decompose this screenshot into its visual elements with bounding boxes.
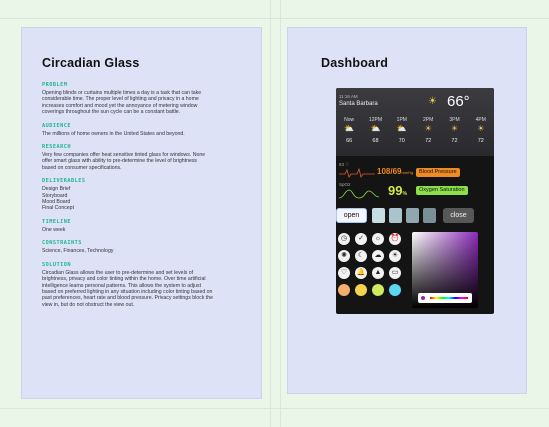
hue-slider[interactable] (418, 293, 472, 303)
section-line: based on consumer specifications. (42, 164, 122, 171)
color-swatch-3[interactable] (372, 284, 384, 296)
section-body-deliverables (42, 186, 241, 212)
phone-mockup (336, 88, 494, 314)
section-line: Circadian Glass allows the user to pre-determine and set levels of (42, 269, 194, 276)
section-heading-problem: PROBLEM (42, 82, 68, 88)
moon-icon[interactable]: ☾ (355, 250, 367, 262)
shade-level-2[interactable] (389, 208, 402, 223)
section-line: Mood Board (42, 199, 71, 206)
section-heading-constraints: CONSTRAINTS (42, 240, 82, 247)
section-line: Storyboard (42, 192, 68, 199)
dashboard-title: Dashboard (321, 56, 389, 70)
section-heading-deliverables: DELIVERABLES (42, 178, 86, 185)
section-line: brightness, privacy and color tinting within the home. Over time artificial (42, 276, 206, 283)
weather-hour-temp: 68 (372, 138, 379, 144)
selected-color-dot (421, 296, 425, 300)
section-line: intelligence learns personal patterns. This allows the system to adjust (42, 282, 202, 289)
weather-hour-temp: 72 (425, 138, 432, 144)
brief-sections (42, 82, 241, 308)
color-swatch-1[interactable] (338, 284, 350, 296)
sun-icon: ☀ (450, 124, 459, 133)
section-heading-research: RESEARCH (42, 144, 71, 151)
cloud-icon[interactable]: ☁ (372, 250, 384, 262)
section-line: offer smart glass with ability to pre-determine the level of brightness (42, 158, 198, 165)
weather-hour: 2PM (423, 117, 434, 123)
color-swatch-2[interactable] (355, 284, 367, 296)
weather-time: 11:16 AM (339, 94, 358, 99)
color-swatch-4[interactable] (389, 284, 401, 296)
weather-city: Santa Barbara (339, 101, 378, 107)
partly-cloudy-icon: ⛅ (344, 124, 355, 133)
weather-hours (336, 117, 494, 123)
section-line: considerable time. The proper level of lighting and privacy in a home (42, 96, 199, 103)
shade-level-4[interactable] (423, 208, 436, 223)
weather-hour-temp: 72 (451, 138, 458, 144)
oxygen-value: 99% (388, 183, 407, 198)
weather-hour: 3PM (449, 117, 460, 123)
weather-hour-temps (336, 138, 494, 144)
shade-level-3[interactable] (406, 208, 419, 223)
sun-outline-icon[interactable]: ☀ (389, 250, 401, 262)
weather-hour: Now (344, 117, 355, 123)
partly-cloudy-icon: ⛅ (396, 124, 407, 133)
weather-hour-temp: 66 (346, 138, 353, 144)
brightness-icon[interactable]: ✺ (338, 250, 350, 262)
icon-grid (336, 231, 408, 311)
section-heading-audience: AUDIENCE (42, 122, 71, 129)
section-heading-solution: SOLUTION (42, 261, 71, 268)
section-line: Science, Finances, Technology (42, 248, 114, 255)
weather-widget (336, 88, 494, 156)
section-line: Opening blinds or curtains multiple times a day is a task that can take (42, 90, 202, 96)
spo2-label: SpO2 (339, 182, 351, 187)
close-button[interactable]: close (443, 208, 474, 223)
sun-icon: ☀ (424, 124, 432, 133)
weather-hour-temp: 70 (398, 138, 405, 144)
weather-hour-icons (336, 124, 494, 133)
section-line: Very few companies offer heat sensitive tinted glass for windows. None (42, 152, 206, 159)
section-body-audience (42, 131, 241, 137)
bell-icon[interactable]: 🔔 (355, 267, 367, 279)
section-body-research (42, 152, 241, 171)
section-line: based on preferred lighting in any situation including color tinting based on (42, 288, 213, 295)
section-body-problem (42, 90, 241, 116)
partly-cloudy-icon: ⛅ (370, 124, 381, 133)
section-line: Final Concept (42, 205, 75, 212)
heart-wave-icon (339, 168, 375, 178)
blood-pressure-value: 108/69mmHg (377, 167, 414, 176)
weather-hour-temp: 72 (477, 138, 484, 144)
section-line: increases comfort and mood yet the annoyance of metering window (42, 102, 198, 109)
project-brief-card (21, 27, 262, 399)
partly-cloudy-icon: ☀ (428, 96, 437, 107)
section-body-constraints (42, 248, 241, 254)
open-button[interactable]: open (336, 208, 367, 223)
section-line: past preferences, heart rate and blood pressure. Privacy settings block the (42, 295, 213, 302)
hue-track[interactable] (430, 297, 468, 299)
brief-title: Circadian Glass (42, 56, 140, 70)
alarm-icon[interactable]: ⏰ (389, 233, 401, 245)
section-heading-timeline: TIMELINE (42, 218, 71, 225)
sun-icon: ☀ (477, 124, 485, 133)
oxygen-wave-icon (339, 188, 379, 200)
oxygen-saturation-badge[interactable]: Oxygen Saturation (416, 186, 468, 195)
check-icon[interactable]: ✓ (355, 233, 367, 245)
section-body-timeline (42, 227, 241, 233)
blind-controls (336, 208, 494, 224)
shade-level-1[interactable] (372, 208, 385, 223)
section-line: view in, but do not obstruct the view out. (42, 301, 135, 308)
blood-pressure-badge[interactable]: Blood Pressure (416, 168, 460, 177)
weather-hour: 1PM (396, 117, 407, 123)
heart-rate-label: 83 ♡ (339, 162, 350, 167)
section-body-solution (42, 270, 241, 308)
clock-icon[interactable]: ◷ (338, 233, 350, 245)
folder-icon[interactable]: ▭ (389, 267, 401, 279)
weather-hour: 4PM (475, 117, 486, 123)
section-line: One week (42, 226, 66, 233)
weather-current-temp: 66° (447, 93, 470, 110)
sun-icon[interactable]: ☼ (372, 233, 384, 245)
section-line: Design Brief (42, 186, 71, 193)
landscape-icon[interactable]: ▲ (372, 267, 384, 279)
section-line: The millions of home owners in the United States and beyond. (42, 130, 185, 137)
section-line: coverings throughout the sun cycle can be a constant battle. (42, 109, 181, 116)
vitals-panel (336, 160, 494, 205)
heart-icon[interactable]: ♡ (338, 267, 350, 279)
weather-hour: 12PM (368, 117, 383, 123)
